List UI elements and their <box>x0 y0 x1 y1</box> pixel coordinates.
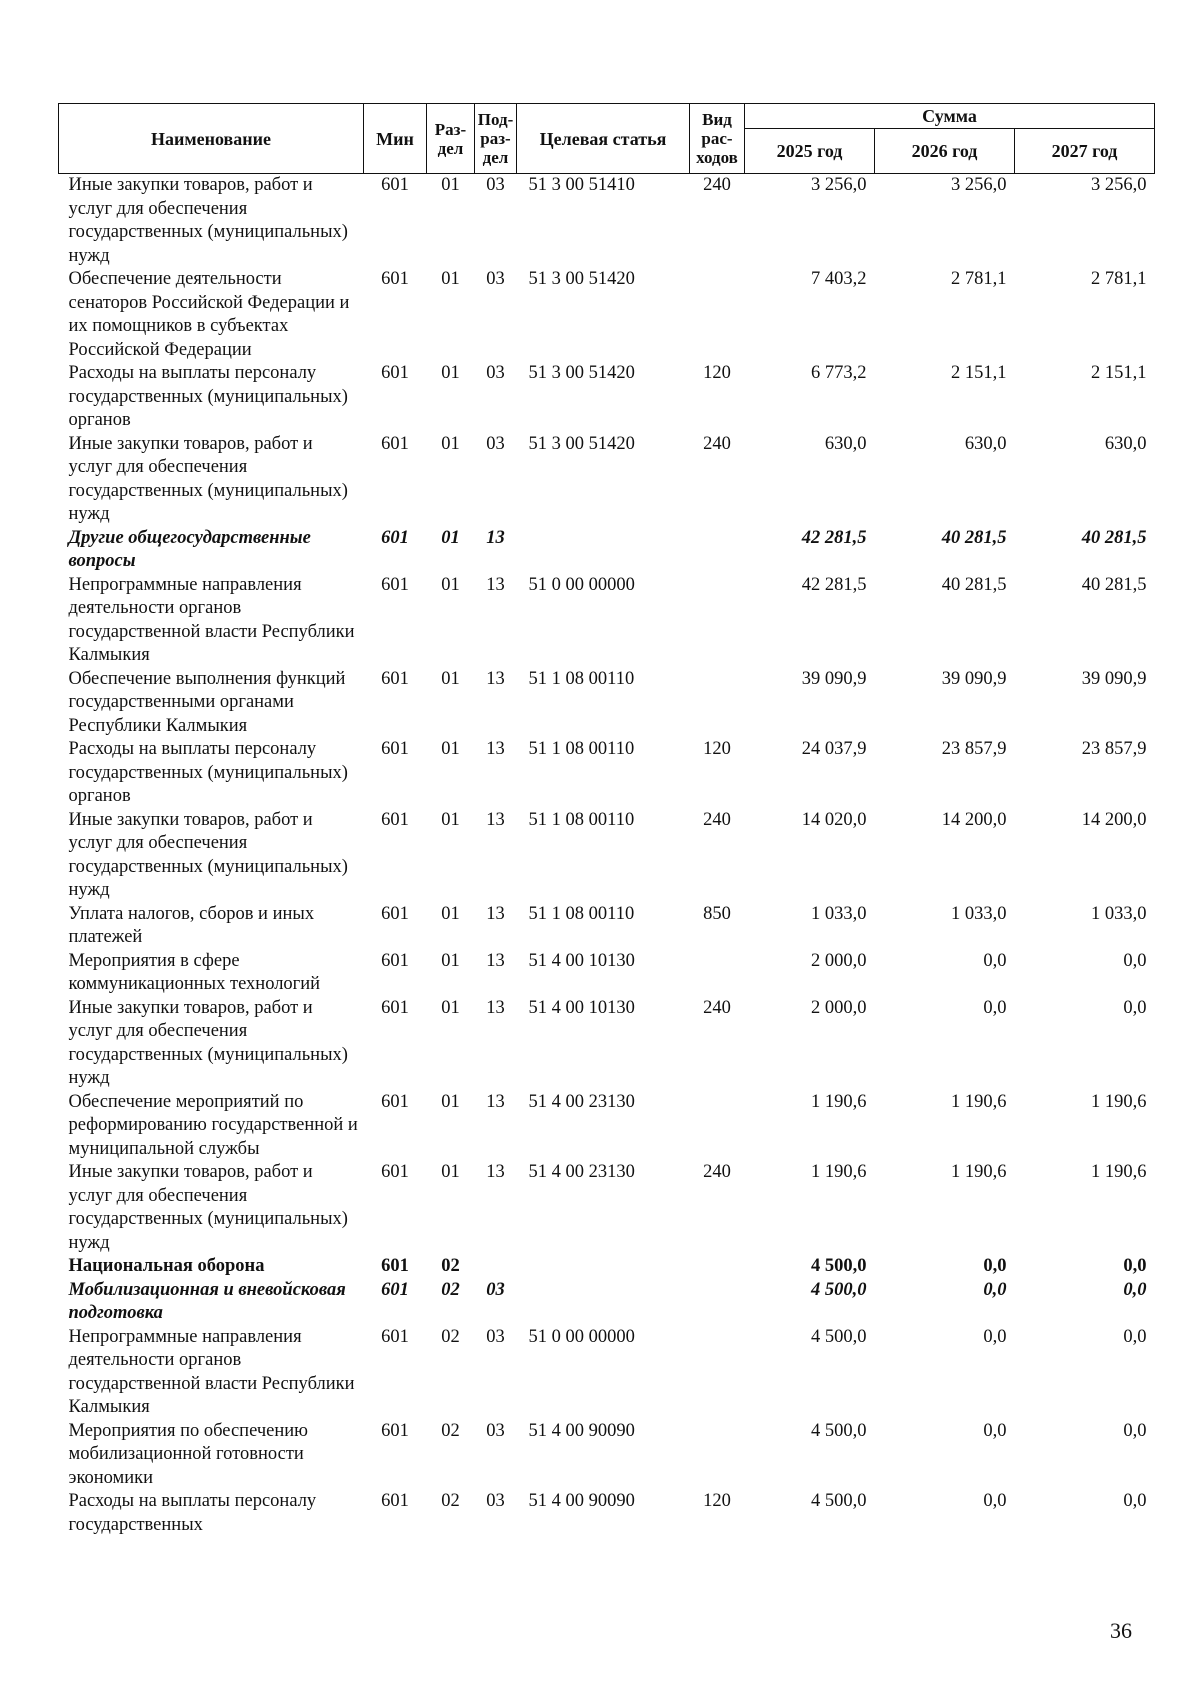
row-podrazdel: 13 <box>486 1091 505 1112</box>
row-celevaya: 51 3 00 51420 <box>528 363 635 383</box>
row-sum-2025: 630,0 <box>824 433 867 454</box>
row-razdel: 02 <box>441 1279 460 1300</box>
table-header <box>59 104 1155 174</box>
row-name: Иные закупки товаров, работ и услуг для обеспечения государственных (муниципальных) нужд <box>68 997 348 1088</box>
row-podrazdel: 03 <box>486 1420 505 1441</box>
table-row <box>59 1255 1155 1279</box>
row-vid <box>690 1255 745 1279</box>
row-min: 601 <box>381 433 409 454</box>
row-sum-2027: 0,0 <box>1123 1491 1147 1511</box>
table-row <box>59 809 1155 903</box>
row-name: Непрограммные направления деятельности органов государственной власти Республики Калмыкия <box>68 1326 355 1417</box>
header-year-2027: 2027 год <box>1015 129 1155 174</box>
row-vid: 120 <box>703 739 731 759</box>
row-sum-2025: 1 190,6 <box>811 1162 867 1182</box>
row-razdel: 02 <box>441 1326 460 1347</box>
row-sum-2027: 2 781,1 <box>1091 269 1147 289</box>
row-name: Расходы на выплаты персоналу государственных <box>68 1491 317 1535</box>
row-sum-2025: 4 500,0 <box>811 1420 867 1441</box>
row-min: 601 <box>381 363 409 383</box>
row-vid <box>690 668 745 739</box>
row-vid: 120 <box>703 1491 731 1511</box>
row-min: 601 <box>381 739 409 759</box>
row-razdel: 01 <box>441 363 460 383</box>
row-razdel: 01 <box>441 668 460 689</box>
row-sum-2025: 3 256,0 <box>811 175 867 195</box>
row-sum-2025: 42 281,5 <box>801 574 867 595</box>
row-vid <box>690 1091 745 1162</box>
row-podrazdel: 13 <box>486 903 505 924</box>
row-sum-2026: 0,0 <box>983 1420 1007 1441</box>
table-row <box>59 433 1155 527</box>
row-name: Другие общегосударственные вопросы <box>68 527 311 571</box>
row-podrazdel: 13 <box>486 809 505 830</box>
row-sum-2025: 1 190,6 <box>811 1091 867 1112</box>
row-sum-2027: 0,0 <box>1123 1256 1147 1276</box>
row-name: Обеспечение деятельности сенаторов Российской Федерации и их помощников в субъектах Российской Федерации <box>68 269 350 360</box>
row-razdel: 01 <box>441 1091 460 1112</box>
row-razdel: 01 <box>441 997 460 1018</box>
row-min: 601 <box>381 668 409 689</box>
row-podrazdel: 13 <box>486 574 505 595</box>
row-sum-2027: 0,0 <box>1123 1279 1147 1300</box>
row-podrazdel: 13 <box>486 527 505 548</box>
row-sum-2027: 2 151,1 <box>1091 363 1147 383</box>
table-row <box>59 1161 1155 1255</box>
row-sum-2025: 14 020,0 <box>801 809 867 830</box>
row-sum-2025: 42 281,5 <box>801 527 867 548</box>
row-sum-2026: 0,0 <box>983 1491 1007 1511</box>
row-sum-2026: 14 200,0 <box>941 809 1007 830</box>
row-celevaya: 51 0 00 00000 <box>528 574 635 595</box>
row-vid: 240 <box>703 809 731 830</box>
row-sum-2026: 3 256,0 <box>951 175 1007 195</box>
header-celevaya: Целевая статья <box>517 104 690 174</box>
row-sum-2025: 39 090,9 <box>801 668 867 689</box>
row-sum-2025: 4 500,0 <box>811 1256 867 1276</box>
row-name: Уплата налогов, сборов и иных платежей <box>68 903 315 947</box>
row-podrazdel: 03 <box>486 1326 505 1347</box>
row-min: 601 <box>381 997 409 1018</box>
row-sum-2025: 2 000,0 <box>811 997 867 1018</box>
page-number: 36 <box>1110 1618 1132 1643</box>
row-razdel: 01 <box>441 739 460 759</box>
row-sum-2027: 630,0 <box>1104 433 1147 454</box>
row-min: 601 <box>381 574 409 595</box>
table-row <box>59 997 1155 1091</box>
row-name: Расходы на выплаты персоналу государственных (муниципальных) органов <box>68 739 348 806</box>
row-celevaya: 51 4 00 90090 <box>528 1491 635 1511</box>
row-sum-2027: 0,0 <box>1123 997 1147 1018</box>
row-podrazdel: 03 <box>486 1279 505 1300</box>
row-sum-2026: 0,0 <box>983 1256 1007 1276</box>
row-sum-2026: 0,0 <box>983 950 1007 971</box>
row-celevaya: 51 4 00 90090 <box>528 1420 635 1441</box>
table-row <box>59 738 1155 809</box>
row-sum-2027: 1 033,0 <box>1091 903 1147 924</box>
row-vid <box>690 574 745 668</box>
row-podrazdel: 03 <box>486 433 505 454</box>
row-sum-2025: 4 500,0 <box>811 1279 867 1300</box>
row-vid <box>690 527 745 574</box>
row-sum-2025: 4 500,0 <box>811 1491 867 1511</box>
row-razdel: 01 <box>441 527 460 548</box>
row-sum-2027: 40 281,5 <box>1081 574 1147 595</box>
row-name: Непрограммные направления деятельности органов государственной власти Республики Калмыкия <box>68 574 355 665</box>
row-sum-2027: 40 281,5 <box>1081 527 1147 548</box>
row-podrazdel: 03 <box>486 175 505 195</box>
row-sum-2026: 1 190,6 <box>951 1162 1007 1182</box>
row-name: Иные закупки товаров, работ и услуг для обеспечения государственных (муниципальных) нужд <box>68 433 348 524</box>
row-sum-2026: 2 781,1 <box>951 269 1007 289</box>
row-sum-2025: 4 500,0 <box>811 1326 867 1347</box>
row-celevaya: 51 3 00 51410 <box>528 175 635 195</box>
row-celevaya: 51 1 08 00110 <box>528 903 635 924</box>
row-razdel: 01 <box>441 269 460 289</box>
table-row <box>59 1279 1155 1326</box>
row-sum-2027: 1 190,6 <box>1091 1162 1147 1182</box>
budget-table <box>58 103 1155 1537</box>
row-razdel: 02 <box>441 1491 460 1511</box>
row-min: 601 <box>381 903 409 924</box>
row-sum-2026: 40 281,5 <box>941 527 1007 548</box>
row-vid <box>690 1420 745 1491</box>
row-razdel: 01 <box>441 175 460 195</box>
table-row <box>59 268 1155 362</box>
row-min: 601 <box>381 1420 409 1441</box>
row-vid: 120 <box>703 363 731 383</box>
table-row <box>59 174 1155 269</box>
row-min: 601 <box>381 527 409 548</box>
row-min: 601 <box>381 1491 409 1511</box>
row-sum-2027: 14 200,0 <box>1081 809 1147 830</box>
row-sum-2027: 0,0 <box>1123 1420 1147 1441</box>
row-podrazdel: 13 <box>486 1162 505 1182</box>
row-sum-2026: 0,0 <box>983 1326 1007 1347</box>
row-vid: 240 <box>703 433 731 454</box>
row-sum-2027: 39 090,9 <box>1081 668 1147 689</box>
row-podrazdel: 03 <box>486 363 505 383</box>
table-row <box>59 362 1155 433</box>
row-min: 601 <box>381 269 409 289</box>
table-row <box>59 1326 1155 1420</box>
row-min: 601 <box>381 175 409 195</box>
row-name: Мероприятия по обеспечению мобилизационной готовности экономики <box>68 1420 308 1488</box>
row-sum-2026: 40 281,5 <box>941 574 1007 595</box>
row-vid <box>690 1326 745 1420</box>
row-vid: 240 <box>703 997 731 1018</box>
table-row <box>59 527 1155 574</box>
row-sum-2025: 6 773,2 <box>811 363 867 383</box>
row-min: 601 <box>381 1326 409 1347</box>
row-vid: 240 <box>703 175 731 195</box>
row-razdel: 02 <box>441 1256 460 1276</box>
row-name: Иные закупки товаров, работ и услуг для обеспечения государственных (муниципальных) нужд <box>68 1162 348 1253</box>
row-sum-2026: 39 090,9 <box>941 668 1007 689</box>
header-summa: Сумма <box>745 104 1155 129</box>
row-sum-2027: 0,0 <box>1123 1326 1147 1347</box>
row-sum-2026: 630,0 <box>964 433 1007 454</box>
row-celevaya <box>517 527 690 574</box>
row-razdel: 01 <box>441 903 460 924</box>
header-year-2026: 2026 год <box>875 129 1015 174</box>
table-row <box>59 574 1155 668</box>
header-vid: Вид рас-ходов <box>690 104 745 174</box>
row-celevaya: 51 1 08 00110 <box>528 809 635 830</box>
row-podrazdel: 03 <box>486 1491 505 1511</box>
row-celevaya: 51 1 08 00110 <box>528 668 635 689</box>
row-sum-2025: 24 037,9 <box>801 739 867 759</box>
row-sum-2027: 1 190,6 <box>1091 1091 1147 1112</box>
row-sum-2027: 23 857,9 <box>1081 739 1147 759</box>
row-podrazdel: 03 <box>486 269 505 289</box>
row-name: Национальная оборона <box>68 1256 265 1276</box>
row-name: Мероприятия в сфере коммуникационных технологий <box>68 950 321 994</box>
row-podrazdel <box>475 1255 517 1279</box>
header-name: Наименование <box>59 104 364 174</box>
header-min: Мин <box>364 104 427 174</box>
row-celevaya: 51 3 00 51420 <box>528 433 635 454</box>
row-celevaya: 51 4 00 10130 <box>528 950 635 971</box>
row-vid: 240 <box>703 1162 731 1182</box>
table-row <box>59 1091 1155 1162</box>
row-name: Иные закупки товаров, работ и услуг для обеспечения государственных (муниципальных) нужд <box>68 175 348 266</box>
row-sum-2027: 3 256,0 <box>1091 175 1147 195</box>
row-razdel: 01 <box>441 574 460 595</box>
row-celevaya: 51 4 00 10130 <box>528 997 635 1018</box>
row-min: 601 <box>381 1279 409 1300</box>
row-celevaya: 51 1 08 00110 <box>528 739 635 759</box>
row-vid: 850 <box>703 903 731 924</box>
header-podrazdel: Под-раз-дел <box>475 104 517 174</box>
table-row <box>59 903 1155 950</box>
row-celevaya: 51 4 00 23130 <box>528 1091 635 1112</box>
row-sum-2025: 7 403,2 <box>811 269 867 289</box>
row-min: 601 <box>381 1162 409 1182</box>
row-sum-2026: 0,0 <box>983 997 1007 1018</box>
row-razdel: 01 <box>441 433 460 454</box>
row-celevaya: 51 4 00 23130 <box>528 1162 635 1182</box>
row-name: Обеспечение выполнения функций государственными органами Республики Калмыкия <box>68 668 346 736</box>
row-razdel: 01 <box>441 1162 460 1182</box>
row-name: Иные закупки товаров, работ и услуг для обеспечения государственных (муниципальных) нужд <box>68 809 348 900</box>
row-razdel: 01 <box>441 950 460 971</box>
row-celevaya: 51 0 00 00000 <box>528 1326 635 1347</box>
row-celevaya: 51 3 00 51420 <box>528 269 635 289</box>
row-min: 601 <box>381 950 409 971</box>
row-razdel: 01 <box>441 809 460 830</box>
row-podrazdel: 13 <box>486 997 505 1018</box>
row-podrazdel: 13 <box>486 668 505 689</box>
budget-table-sheet <box>58 103 1154 1537</box>
row-razdel: 02 <box>441 1420 460 1441</box>
row-sum-2026: 1 190,6 <box>951 1091 1007 1112</box>
table-row <box>59 1420 1155 1491</box>
row-podrazdel: 13 <box>486 739 505 759</box>
header-razdel: Раз-дел <box>427 104 475 174</box>
row-vid <box>690 950 745 997</box>
table-row <box>59 950 1155 997</box>
row-min: 601 <box>381 809 409 830</box>
row-podrazdel: 13 <box>486 950 505 971</box>
header-year-2025: 2025 год <box>745 129 875 174</box>
row-vid <box>690 268 745 362</box>
row-name: Обеспечение мероприятий по реформированию государственной и муниципальной службы <box>68 1091 358 1159</box>
table-row <box>59 1490 1155 1537</box>
row-name: Мобилизационная и вневойсковая подготовка <box>68 1279 346 1323</box>
table-row <box>59 668 1155 739</box>
row-celevaya <box>517 1279 690 1326</box>
table-body <box>59 174 1155 1538</box>
row-sum-2027: 0,0 <box>1123 950 1147 971</box>
row-sum-2026: 23 857,9 <box>941 739 1007 759</box>
row-sum-2026: 0,0 <box>983 1279 1007 1300</box>
row-sum-2025: 1 033,0 <box>811 903 867 924</box>
row-min: 601 <box>381 1091 409 1112</box>
row-name: Расходы на выплаты персоналу государственных (муниципальных) органов <box>68 363 348 430</box>
row-min: 601 <box>381 1256 409 1276</box>
row-celevaya <box>517 1255 690 1279</box>
row-sum-2025: 2 000,0 <box>811 950 867 971</box>
row-vid <box>690 1279 745 1326</box>
row-sum-2026: 1 033,0 <box>951 903 1007 924</box>
row-sum-2026: 2 151,1 <box>951 363 1007 383</box>
